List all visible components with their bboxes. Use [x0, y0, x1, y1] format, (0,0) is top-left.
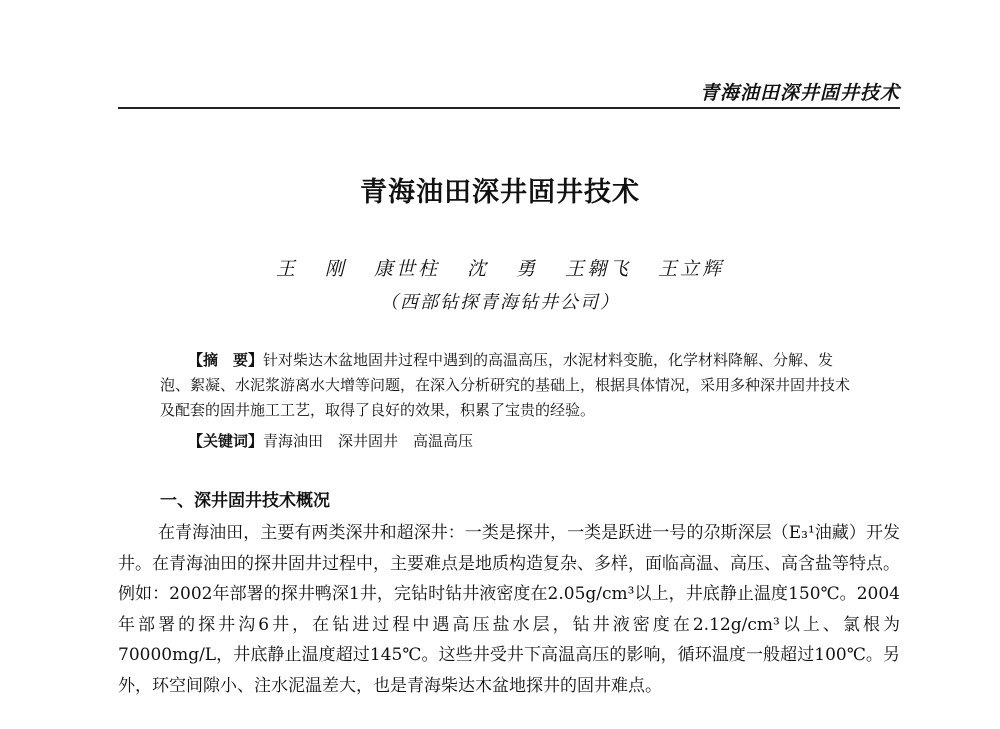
body-paragraph: 在青海油田，主要有两类深井和超深井：一类是探井，一类是跃进一号的尕斯深层（E₃¹油藏）开发井。在青海油田的探井固井过程中，主要难点是地质构造复杂、多样，面临高温、高压、高含盐等特点。例如：2002年部署的探井鸭深1井，完钻时钻井液密度在2.05g/cm³以上，井底静止温度150℃。2004年部署的探井沟6井，在钻进过程中遇高压盐水层，钻井液密度在2.12g/cm³以上、氯根为70000mg/L，井底静止温度超过145℃。这些井受井下高温高压的影响，循环温度一般超过100℃。另外，环空间隙小、注水泥温差大，也是青海柴达木盆地探井的固井难点。 — [118, 523, 900, 696]
author-affiliation: （西部钻探青海钻井公司） — [380, 292, 620, 313]
keywords-text: 青海油田 深井固井 高温高压 — [263, 432, 474, 450]
running-header: 青海油田深井固井技术 — [699, 82, 900, 104]
keywords-label: 【关键词】 — [188, 432, 264, 450]
section-heading: 一、深井固井技术概况 — [160, 491, 330, 511]
abstract-text: 针对柴达木盆地固井过程中遇到的高温高压，水泥材料变脆，化学材料降解、分解、发泡、絮凝、水泥浆游离水大增等问题，在深入分析研究的基础上，根据具体情况，采用多种深井固井技术及配套的固井施工工艺，取得了良好的效果，积累了宝贵的经验。 — [160, 351, 851, 419]
abstract-paragraph — [160, 348, 860, 423]
author-list: 王 刚 康世柱 沈 勇 王翱飞 王立辉 — [275, 258, 725, 280]
abstract-label: 【摘 要】 — [188, 351, 264, 369]
article-title: 青海油田深井固井技术 — [360, 177, 640, 208]
keywords-line — [188, 429, 473, 454]
header-rule — [118, 107, 900, 109]
